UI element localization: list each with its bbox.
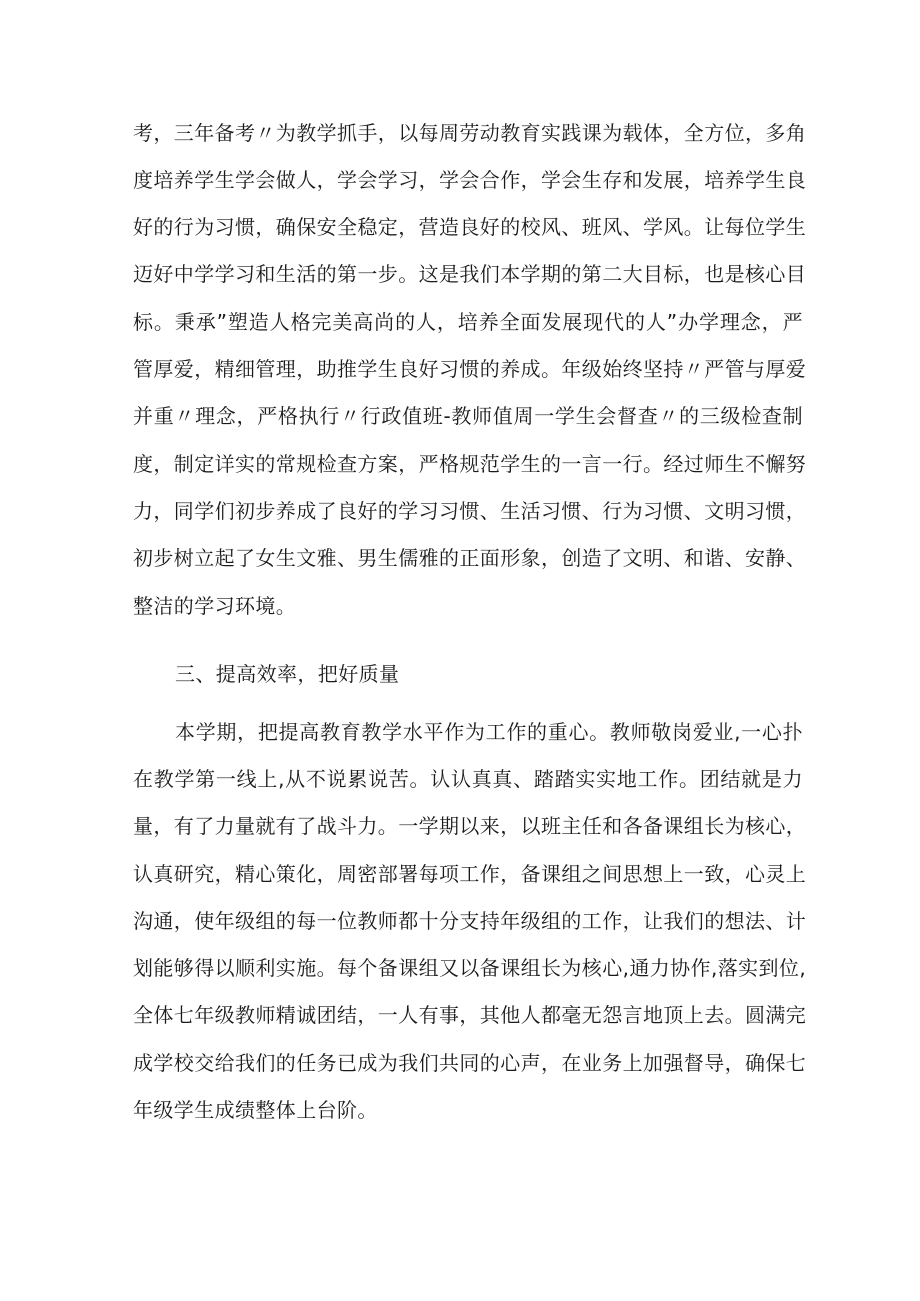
section-heading: 三、提高效率，把好质量 <box>175 662 400 686</box>
text-line: 初步树立起了女生文雅、男生儒雅的正面形象，创造了文明、和谐、安静、 <box>133 546 807 570</box>
text-line: 认真研究，精心策化，周密部署每项工作，备课组之间思想上一致，心灵上 <box>133 862 807 886</box>
text-line: 力，同学们初步养成了良好的学习习惯、生活习惯、行为习惯、文明习惯， <box>133 499 807 523</box>
text-line: 度，制定详实的常规检查方案，严格规范学生的一言一行。经过师生不懈努 <box>133 452 807 476</box>
text-line: 考，三年备考〃为教学抓手，以每周劳动教育实践课为载体，全方位，多角 <box>133 121 807 145</box>
text-line: 迈好中学学习和生活的第一步。这是我们本学期的第二大目标，也是核心目 <box>133 262 807 286</box>
text-line: 本学期，把提高教育教学水平作为工作的重心。教师敬岗爱业,一心扑 <box>175 720 803 744</box>
text-line: 并重〃理念，严格执行〃行政值班-教师值周一学生会督查〃的三级检查制 <box>133 404 803 428</box>
text-line: 划能够得以顺利实施。每个备课组又以备课组长为核心,通力协作,落实到位, <box>133 956 807 980</box>
text-line: 在教学第一线上,从不说累说苦。认认真真、踏踏实实地工作。团结就是力 <box>133 767 803 791</box>
text-line: 沟通，使年级组的每一位教师都十分支持年级组的工作，让我们的想法、计 <box>133 909 807 933</box>
text-line: 整洁的学习环境。 <box>133 594 297 618</box>
text-line: 度培养学生学会做人，学会学习，学会合作，学会生存和发展，培养学生良 <box>133 168 807 192</box>
text-line: 年级学生成绩整体上台阶。 <box>133 1098 378 1122</box>
text-line: 全体七年级教师精诚团结，一人有事，其他人都毫无怨言地顶上去。圆满完 <box>133 1003 807 1027</box>
text-line: 好的行为习惯，确保安全稳定，营造良好的校风、班风、学风。让每位学生 <box>133 215 807 239</box>
text-line: 成学校交给我们的任务已成为我们共同的心声，在业务上加强督导，确保七 <box>133 1051 807 1075</box>
text-line: 标。秉承”塑造人格完美高尚的人，培养全面发展现代的人”办学理念，严 <box>133 310 803 334</box>
text-line: 量，有了力量就有了战斗力。一学期以来，以班主任和各备课组长为核心， <box>133 814 807 838</box>
text-line: 管厚爱，精细管理，助推学生良好习惯的养成。年级始终坚持〃严管与厚爱 <box>133 357 807 381</box>
